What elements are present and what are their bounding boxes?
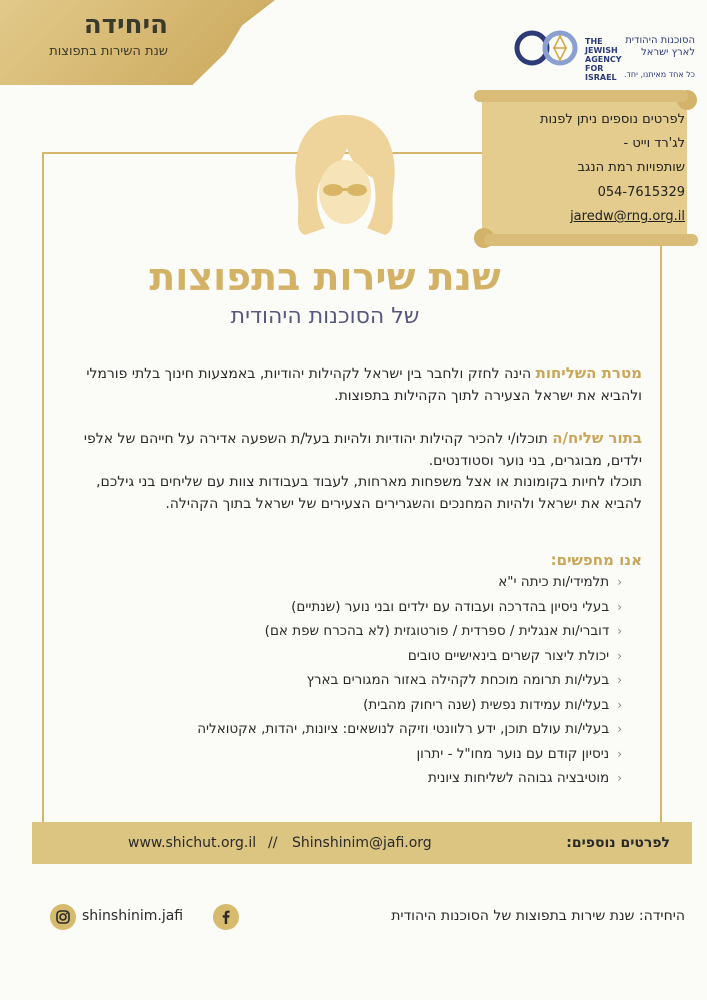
jewish-agency-logo [512, 26, 582, 72]
instagram-icon[interactable] [50, 904, 76, 930]
logo-hebrew-line2: לארץ ישראל [641, 47, 695, 58]
mission-paragraph [72, 362, 642, 407]
list-item: ‹ בעלי/ות עולם תוכן, ידע רלוונטי וזיקה לנושאים: ציונות, יהדות, אקטואליה [72, 717, 622, 742]
facebook-icon[interactable] [213, 904, 239, 930]
list-item: ‹ ניסיון קודם עם נוער מחו"ל - יתרון [72, 742, 622, 767]
logo-hebrew-line1: הסוכנות היהודית [625, 35, 695, 46]
list-item: ‹ בעלי/ות עמידות נפשית (שנה ריחוק מהבית) [72, 693, 622, 718]
envoy-paragraph-2: תוכלו לחיות בקומונות או אצל משפחות מארחות, לעבוד בעבודות צוות עם שליחים בני גילכם, להביא את ישראל ולהיות המחנכים והשגרירים הצעירים של ישראל בתוך הקהילה. [96, 474, 642, 512]
page-title: שנת שירות בתפוצות [149, 255, 501, 299]
scroll-line-2: לג'רד וייט - [623, 136, 685, 151]
envoy-text-1: תוכלו/י להכיר קהילות יהודיות ולהיות בעל/ת השפעה אדירה על חייהם של אלפי ילדים, מבוגרים, בני נוער וסטודנטים. [83, 431, 642, 469]
seeking-list [72, 570, 622, 791]
page-subtitle: של הסוכנות היהודית [230, 304, 420, 329]
woman-sunglasses-icon [285, 110, 405, 240]
seeking-heading: אנו מחפשים: [550, 551, 642, 569]
logo-tagline: כל אחד מאיתנו, יחד. [623, 70, 695, 79]
scroll-phone: 054-7615329 [597, 185, 685, 200]
facebook-glyph [213, 904, 239, 930]
scroll-line-1: לפרטים נוספים ניתן לפנות [539, 112, 685, 127]
logo-english: THE JEWISH AGENCY FOR ISRAEL [585, 37, 622, 82]
banner-subtitle: שנת השירות בתפוצות [49, 44, 168, 59]
banner-title: היחידה [83, 10, 168, 40]
website-link[interactable]: www.shichut.org.il [128, 835, 257, 851]
scroll-email-link[interactable]: jaredw@rng.org.il [570, 209, 685, 224]
list-item: ‹ תלמידי/ות כיתה י"א [72, 570, 622, 595]
mission-label: מטרת השליחות [535, 364, 642, 382]
contact-separator: // [268, 835, 278, 851]
contact-label: לפרטים נוספים: [566, 835, 670, 851]
list-item: ‹ בעלי/ות תרומה מוכחת לקהילה באזור המגורים בארץ [72, 668, 622, 693]
scroll-line-3: שותפויות רמת הנגב [577, 160, 685, 175]
contact-email-link[interactable]: Shinshinim@jafi.org [292, 835, 432, 851]
envoy-label: בתור שליח/ה [552, 429, 642, 447]
list-item: ‹ מוטיבציה גבוהה לשליחות ציונית [72, 766, 622, 791]
facebook-page-name[interactable]: היחידה: שנת שירות בתפוצות של הסוכנות היהודית [391, 908, 685, 924]
envoy-paragraph [72, 427, 642, 472]
list-item: ‹ יכולת ליצור קשרים בינאישיים טובים [72, 644, 622, 669]
mission-text: הינה לחזק ולחבר בין ישראל לקהילות יהודיות, באמצעות חינוך בלתי פורמלי ולהביא את ישראל הצעירה לתוך הקהילות בתפוצות. [86, 366, 642, 404]
instagram-handle[interactable]: shinshinim.jafi [82, 908, 184, 924]
instagram-glyph [50, 904, 76, 930]
list-item: ‹ דוברי/ות אנגלית / ספרדית / פורטוגזית (לא בהכרח שפת אם) [72, 619, 622, 644]
list-item: ‹ בעלי ניסיון בהדרכה ועבודה עם ילדים ובני נוער (שנתיים) [72, 595, 622, 620]
